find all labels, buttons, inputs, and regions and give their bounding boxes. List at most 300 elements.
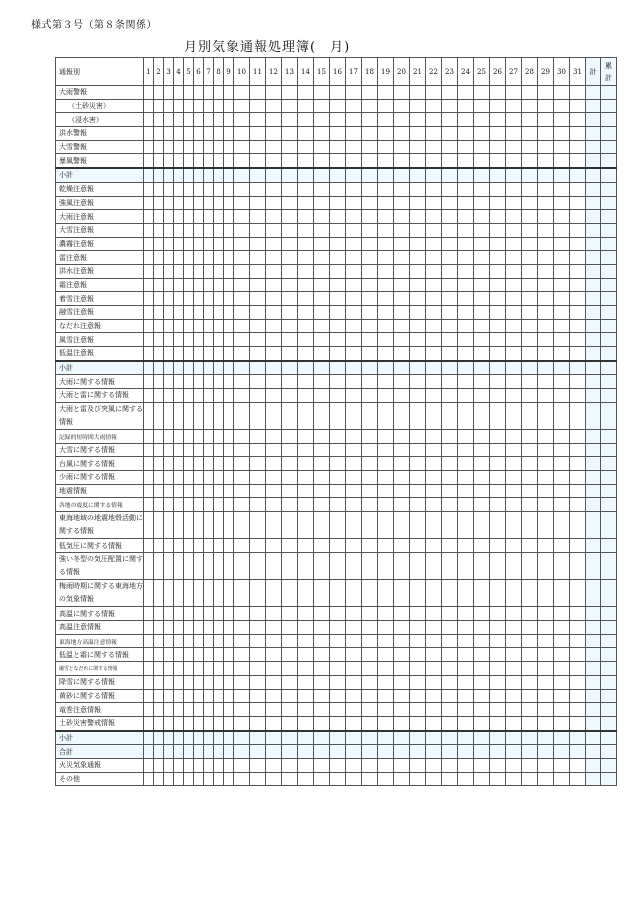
day-cell[interactable] xyxy=(266,607,282,621)
cumulative-cell[interactable] xyxy=(601,745,617,759)
day-cell[interactable] xyxy=(570,319,586,333)
day-cell[interactable] xyxy=(458,278,474,292)
day-cell[interactable] xyxy=(490,648,506,662)
day-cell[interactable] xyxy=(214,430,224,444)
day-cell[interactable] xyxy=(214,99,224,113)
cumulative-cell[interactable] xyxy=(601,634,617,648)
day-cell[interactable] xyxy=(144,389,154,403)
day-cell[interactable] xyxy=(330,86,346,100)
day-cell[interactable] xyxy=(298,278,314,292)
day-cell[interactable] xyxy=(506,484,522,498)
day-cell[interactable] xyxy=(314,689,330,703)
day-cell[interactable] xyxy=(204,223,214,237)
day-cell[interactable] xyxy=(154,361,164,375)
day-cell[interactable] xyxy=(394,731,410,745)
day-cell[interactable] xyxy=(570,140,586,154)
day-cell[interactable] xyxy=(224,319,234,333)
day-cell[interactable] xyxy=(298,113,314,127)
day-cell[interactable] xyxy=(378,731,394,745)
day-cell[interactable] xyxy=(506,154,522,168)
day-cell[interactable] xyxy=(234,703,250,717)
day-cell[interactable] xyxy=(154,292,164,306)
day-cell[interactable] xyxy=(522,237,538,251)
day-cell[interactable] xyxy=(224,333,234,347)
day-cell[interactable] xyxy=(378,347,394,361)
cumulative-cell[interactable] xyxy=(601,140,617,154)
total-cell[interactable] xyxy=(586,703,601,717)
day-cell[interactable] xyxy=(314,745,330,759)
day-cell[interactable] xyxy=(314,99,330,113)
day-cell[interactable] xyxy=(194,607,204,621)
day-cell[interactable] xyxy=(522,621,538,635)
day-cell[interactable] xyxy=(490,621,506,635)
day-cell[interactable] xyxy=(346,99,362,113)
day-cell[interactable] xyxy=(490,772,506,786)
day-cell[interactable] xyxy=(458,127,474,141)
day-cell[interactable] xyxy=(184,333,194,347)
day-cell[interactable] xyxy=(314,223,330,237)
day-cell[interactable] xyxy=(426,731,442,745)
day-cell[interactable] xyxy=(224,237,234,251)
day-cell[interactable] xyxy=(330,99,346,113)
day-cell[interactable] xyxy=(506,689,522,703)
day-cell[interactable] xyxy=(474,251,490,265)
day-cell[interactable] xyxy=(554,675,570,689)
day-cell[interactable] xyxy=(164,731,174,745)
day-cell[interactable] xyxy=(234,430,250,444)
day-cell[interactable] xyxy=(394,168,410,182)
day-cell[interactable] xyxy=(554,99,570,113)
day-cell[interactable] xyxy=(214,113,224,127)
day-cell[interactable] xyxy=(298,689,314,703)
day-cell[interactable] xyxy=(266,319,282,333)
day-cell[interactable] xyxy=(458,306,474,320)
day-cell[interactable] xyxy=(426,389,442,403)
day-cell[interactable] xyxy=(314,361,330,375)
day-cell[interactable] xyxy=(154,484,164,498)
day-cell[interactable] xyxy=(378,375,394,389)
day-cell[interactable] xyxy=(538,210,554,224)
day-cell[interactable] xyxy=(538,484,554,498)
day-cell[interactable] xyxy=(554,731,570,745)
day-cell[interactable] xyxy=(204,471,214,485)
cumulative-cell[interactable] xyxy=(601,127,617,141)
day-cell[interactable] xyxy=(298,210,314,224)
day-cell[interactable] xyxy=(266,716,282,730)
day-cell[interactable] xyxy=(490,333,506,347)
day-cell[interactable] xyxy=(346,361,362,375)
day-cell[interactable] xyxy=(410,484,426,498)
day-cell[interactable] xyxy=(490,484,506,498)
day-cell[interactable] xyxy=(346,196,362,210)
day-cell[interactable] xyxy=(266,251,282,265)
day-cell[interactable] xyxy=(458,196,474,210)
day-cell[interactable] xyxy=(346,662,362,676)
day-cell[interactable] xyxy=(458,772,474,786)
day-cell[interactable] xyxy=(250,347,266,361)
day-cell[interactable] xyxy=(394,634,410,648)
day-cell[interactable] xyxy=(522,347,538,361)
day-cell[interactable] xyxy=(394,607,410,621)
day-cell[interactable] xyxy=(144,361,154,375)
day-cell[interactable] xyxy=(458,140,474,154)
day-cell[interactable] xyxy=(426,375,442,389)
day-cell[interactable] xyxy=(250,264,266,278)
day-cell[interactable] xyxy=(346,113,362,127)
day-cell[interactable] xyxy=(570,731,586,745)
day-cell[interactable] xyxy=(458,580,474,607)
day-cell[interactable] xyxy=(394,662,410,676)
day-cell[interactable] xyxy=(174,251,184,265)
day-cell[interactable] xyxy=(266,731,282,745)
cumulative-cell[interactable] xyxy=(601,443,617,457)
day-cell[interactable] xyxy=(194,648,204,662)
day-cell[interactable] xyxy=(570,758,586,772)
day-cell[interactable] xyxy=(298,237,314,251)
day-cell[interactable] xyxy=(426,251,442,265)
day-cell[interactable] xyxy=(298,196,314,210)
day-cell[interactable] xyxy=(426,196,442,210)
day-cell[interactable] xyxy=(410,113,426,127)
day-cell[interactable] xyxy=(570,154,586,168)
day-cell[interactable] xyxy=(154,758,164,772)
day-cell[interactable] xyxy=(164,182,174,196)
day-cell[interactable] xyxy=(538,154,554,168)
day-cell[interactable] xyxy=(474,745,490,759)
day-cell[interactable] xyxy=(194,498,204,512)
day-cell[interactable] xyxy=(554,251,570,265)
day-cell[interactable] xyxy=(194,484,204,498)
day-cell[interactable] xyxy=(184,703,194,717)
day-cell[interactable] xyxy=(538,539,554,553)
day-cell[interactable] xyxy=(154,745,164,759)
day-cell[interactable] xyxy=(522,758,538,772)
day-cell[interactable] xyxy=(164,553,174,580)
day-cell[interactable] xyxy=(330,196,346,210)
day-cell[interactable] xyxy=(194,140,204,154)
day-cell[interactable] xyxy=(234,758,250,772)
day-cell[interactable] xyxy=(224,430,234,444)
cumulative-cell[interactable] xyxy=(601,621,617,635)
day-cell[interactable] xyxy=(570,716,586,730)
day-cell[interactable] xyxy=(224,168,234,182)
total-cell[interactable] xyxy=(586,731,601,745)
day-cell[interactable] xyxy=(554,319,570,333)
day-cell[interactable] xyxy=(378,430,394,444)
day-cell[interactable] xyxy=(394,430,410,444)
day-cell[interactable] xyxy=(410,278,426,292)
day-cell[interactable] xyxy=(144,375,154,389)
day-cell[interactable] xyxy=(346,484,362,498)
day-cell[interactable] xyxy=(266,634,282,648)
day-cell[interactable] xyxy=(378,716,394,730)
day-cell[interactable] xyxy=(378,237,394,251)
day-cell[interactable] xyxy=(490,703,506,717)
day-cell[interactable] xyxy=(330,716,346,730)
day-cell[interactable] xyxy=(554,607,570,621)
day-cell[interactable] xyxy=(362,634,378,648)
day-cell[interactable] xyxy=(234,333,250,347)
day-cell[interactable] xyxy=(538,772,554,786)
day-cell[interactable] xyxy=(394,237,410,251)
day-cell[interactable] xyxy=(394,580,410,607)
total-cell[interactable] xyxy=(586,333,601,347)
day-cell[interactable] xyxy=(234,223,250,237)
day-cell[interactable] xyxy=(346,772,362,786)
day-cell[interactable] xyxy=(426,333,442,347)
day-cell[interactable] xyxy=(174,210,184,224)
day-cell[interactable] xyxy=(266,648,282,662)
cumulative-cell[interactable] xyxy=(601,512,617,539)
day-cell[interactable] xyxy=(214,731,224,745)
day-cell[interactable] xyxy=(204,140,214,154)
day-cell[interactable] xyxy=(442,140,458,154)
day-cell[interactable] xyxy=(458,430,474,444)
day-cell[interactable] xyxy=(224,99,234,113)
day-cell[interactable] xyxy=(214,634,224,648)
day-cell[interactable] xyxy=(506,196,522,210)
day-cell[interactable] xyxy=(378,689,394,703)
day-cell[interactable] xyxy=(362,716,378,730)
day-cell[interactable] xyxy=(458,703,474,717)
day-cell[interactable] xyxy=(298,361,314,375)
day-cell[interactable] xyxy=(204,772,214,786)
day-cell[interactable] xyxy=(554,168,570,182)
day-cell[interactable] xyxy=(164,223,174,237)
day-cell[interactable] xyxy=(474,140,490,154)
day-cell[interactable] xyxy=(282,333,298,347)
total-cell[interactable] xyxy=(586,471,601,485)
day-cell[interactable] xyxy=(194,539,204,553)
day-cell[interactable] xyxy=(266,237,282,251)
day-cell[interactable] xyxy=(266,772,282,786)
day-cell[interactable] xyxy=(250,498,266,512)
day-cell[interactable] xyxy=(314,648,330,662)
day-cell[interactable] xyxy=(554,264,570,278)
day-cell[interactable] xyxy=(554,703,570,717)
day-cell[interactable] xyxy=(506,443,522,457)
day-cell[interactable] xyxy=(506,648,522,662)
day-cell[interactable] xyxy=(214,745,224,759)
day-cell[interactable] xyxy=(522,675,538,689)
day-cell[interactable] xyxy=(442,223,458,237)
day-cell[interactable] xyxy=(250,113,266,127)
day-cell[interactable] xyxy=(442,333,458,347)
day-cell[interactable] xyxy=(410,389,426,403)
day-cell[interactable] xyxy=(184,512,194,539)
day-cell[interactable] xyxy=(522,772,538,786)
day-cell[interactable] xyxy=(426,662,442,676)
day-cell[interactable] xyxy=(282,745,298,759)
day-cell[interactable] xyxy=(394,154,410,168)
day-cell[interactable] xyxy=(174,140,184,154)
day-cell[interactable] xyxy=(490,223,506,237)
day-cell[interactable] xyxy=(474,99,490,113)
day-cell[interactable] xyxy=(250,319,266,333)
day-cell[interactable] xyxy=(174,471,184,485)
day-cell[interactable] xyxy=(164,716,174,730)
day-cell[interactable] xyxy=(282,539,298,553)
day-cell[interactable] xyxy=(522,539,538,553)
day-cell[interactable] xyxy=(330,251,346,265)
day-cell[interactable] xyxy=(570,703,586,717)
day-cell[interactable] xyxy=(522,689,538,703)
day-cell[interactable] xyxy=(204,443,214,457)
day-cell[interactable] xyxy=(474,731,490,745)
cumulative-cell[interactable] xyxy=(601,113,617,127)
day-cell[interactable] xyxy=(570,662,586,676)
day-cell[interactable] xyxy=(314,484,330,498)
day-cell[interactable] xyxy=(522,168,538,182)
day-cell[interactable] xyxy=(426,182,442,196)
day-cell[interactable] xyxy=(204,196,214,210)
day-cell[interactable] xyxy=(234,553,250,580)
day-cell[interactable] xyxy=(538,607,554,621)
day-cell[interactable] xyxy=(330,210,346,224)
day-cell[interactable] xyxy=(474,223,490,237)
total-cell[interactable] xyxy=(586,182,601,196)
day-cell[interactable] xyxy=(250,140,266,154)
day-cell[interactable] xyxy=(194,210,204,224)
day-cell[interactable] xyxy=(506,182,522,196)
day-cell[interactable] xyxy=(194,457,204,471)
day-cell[interactable] xyxy=(362,662,378,676)
day-cell[interactable] xyxy=(474,607,490,621)
day-cell[interactable] xyxy=(164,127,174,141)
day-cell[interactable] xyxy=(214,210,224,224)
day-cell[interactable] xyxy=(224,662,234,676)
day-cell[interactable] xyxy=(394,347,410,361)
day-cell[interactable] xyxy=(266,662,282,676)
day-cell[interactable] xyxy=(378,772,394,786)
day-cell[interactable] xyxy=(204,703,214,717)
day-cell[interactable] xyxy=(282,292,298,306)
day-cell[interactable] xyxy=(362,512,378,539)
day-cell[interactable] xyxy=(490,182,506,196)
day-cell[interactable] xyxy=(362,140,378,154)
day-cell[interactable] xyxy=(362,168,378,182)
day-cell[interactable] xyxy=(570,347,586,361)
day-cell[interactable] xyxy=(522,389,538,403)
day-cell[interactable] xyxy=(164,430,174,444)
day-cell[interactable] xyxy=(522,662,538,676)
day-cell[interactable] xyxy=(164,154,174,168)
day-cell[interactable] xyxy=(474,196,490,210)
day-cell[interactable] xyxy=(184,621,194,635)
day-cell[interactable] xyxy=(570,306,586,320)
day-cell[interactable] xyxy=(314,621,330,635)
day-cell[interactable] xyxy=(538,347,554,361)
day-cell[interactable] xyxy=(144,347,154,361)
day-cell[interactable] xyxy=(458,333,474,347)
day-cell[interactable] xyxy=(164,292,174,306)
day-cell[interactable] xyxy=(522,319,538,333)
day-cell[interactable] xyxy=(144,758,154,772)
cumulative-cell[interactable] xyxy=(601,580,617,607)
day-cell[interactable] xyxy=(426,703,442,717)
day-cell[interactable] xyxy=(442,264,458,278)
day-cell[interactable] xyxy=(204,127,214,141)
day-cell[interactable] xyxy=(250,675,266,689)
day-cell[interactable] xyxy=(490,758,506,772)
day-cell[interactable] xyxy=(554,484,570,498)
day-cell[interactable] xyxy=(266,210,282,224)
cumulative-cell[interactable] xyxy=(601,648,617,662)
day-cell[interactable] xyxy=(554,237,570,251)
day-cell[interactable] xyxy=(378,251,394,265)
day-cell[interactable] xyxy=(442,292,458,306)
day-cell[interactable] xyxy=(184,140,194,154)
day-cell[interactable] xyxy=(282,498,298,512)
day-cell[interactable] xyxy=(224,621,234,635)
day-cell[interactable] xyxy=(194,292,204,306)
day-cell[interactable] xyxy=(214,621,224,635)
day-cell[interactable] xyxy=(194,319,204,333)
day-cell[interactable] xyxy=(282,402,298,429)
day-cell[interactable] xyxy=(506,731,522,745)
day-cell[interactable] xyxy=(426,716,442,730)
day-cell[interactable] xyxy=(474,264,490,278)
day-cell[interactable] xyxy=(266,168,282,182)
day-cell[interactable] xyxy=(394,210,410,224)
day-cell[interactable] xyxy=(346,182,362,196)
day-cell[interactable] xyxy=(194,306,204,320)
day-cell[interactable] xyxy=(378,745,394,759)
day-cell[interactable] xyxy=(314,402,330,429)
day-cell[interactable] xyxy=(330,498,346,512)
day-cell[interactable] xyxy=(250,539,266,553)
day-cell[interactable] xyxy=(184,607,194,621)
day-cell[interactable] xyxy=(330,375,346,389)
day-cell[interactable] xyxy=(266,278,282,292)
day-cell[interactable] xyxy=(538,553,554,580)
day-cell[interactable] xyxy=(538,319,554,333)
day-cell[interactable] xyxy=(458,758,474,772)
day-cell[interactable] xyxy=(164,319,174,333)
day-cell[interactable] xyxy=(538,223,554,237)
day-cell[interactable] xyxy=(282,375,298,389)
day-cell[interactable] xyxy=(346,210,362,224)
day-cell[interactable] xyxy=(234,498,250,512)
day-cell[interactable] xyxy=(490,210,506,224)
day-cell[interactable] xyxy=(474,553,490,580)
day-cell[interactable] xyxy=(298,539,314,553)
day-cell[interactable] xyxy=(298,580,314,607)
day-cell[interactable] xyxy=(154,306,164,320)
day-cell[interactable] xyxy=(570,607,586,621)
total-cell[interactable] xyxy=(586,375,601,389)
day-cell[interactable] xyxy=(214,306,224,320)
day-cell[interactable] xyxy=(194,389,204,403)
day-cell[interactable] xyxy=(204,347,214,361)
day-cell[interactable] xyxy=(570,223,586,237)
day-cell[interactable] xyxy=(554,140,570,154)
day-cell[interactable] xyxy=(194,127,204,141)
day-cell[interactable] xyxy=(194,580,204,607)
day-cell[interactable] xyxy=(194,113,204,127)
day-cell[interactable] xyxy=(378,498,394,512)
day-cell[interactable] xyxy=(184,264,194,278)
day-cell[interactable] xyxy=(224,731,234,745)
day-cell[interactable] xyxy=(426,648,442,662)
day-cell[interactable] xyxy=(174,745,184,759)
day-cell[interactable] xyxy=(174,127,184,141)
day-cell[interactable] xyxy=(554,716,570,730)
day-cell[interactable] xyxy=(314,264,330,278)
day-cell[interactable] xyxy=(164,703,174,717)
day-cell[interactable] xyxy=(474,758,490,772)
day-cell[interactable] xyxy=(174,662,184,676)
